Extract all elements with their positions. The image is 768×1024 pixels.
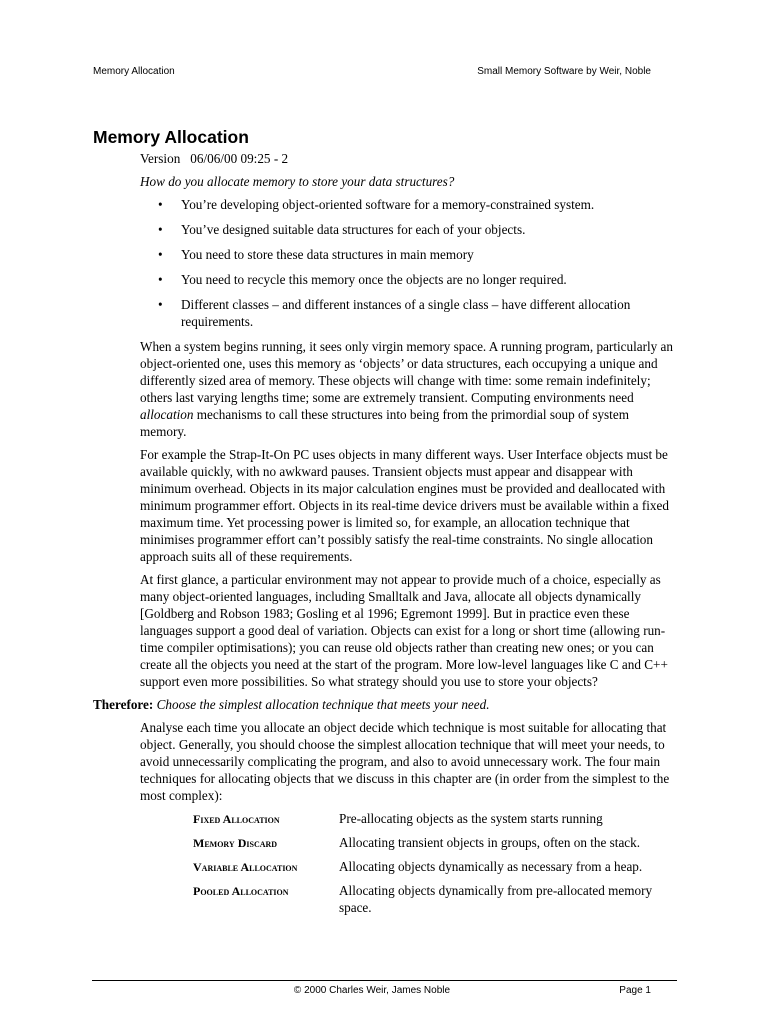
solution-text: Choose the simplest allocation technique that meets your need. — [156, 697, 490, 712]
paragraph-text: When a system begins running, it sees only virgin memory space. A running program, particularly an object-oriented one, uses this memory as ‘objects’ or data structures, each occupying a unique and differently sized area of memory. These objects will change with time: some remain indefinitely; others last varying lengths time; some are extremely transient. Computing environments need — [140, 339, 674, 405]
technique-name: Pooled Allocation — [193, 884, 289, 898]
problem-statement: How do you allocate memory to store your data structures? — [140, 174, 455, 189]
version-line — [140, 150, 675, 167]
page-title: Memory Allocation — [93, 127, 249, 147]
technique-name: Variable Allocation — [193, 860, 298, 874]
discussion-paragraph: At first glance, a particular environment may not appear to provide much of a choice, especially as many object-oriented languages, including Smalltalk and Java, allocate all objects dynamically [Goldberg and Robson 1983; Gosling et al 1996; Egremont 1999]. But in practice even these languages support a good deal of variation. Objects can exist for a long or short time (allowing run-time compiler optimisations); you can reuse old objects rather than creating new ones; or you can create all the objects you need at the start of the program. More low-level languages like C and C++ support even more possibilities. So what strategy should you use to store your objects? — [140, 572, 668, 689]
list-item — [140, 296, 675, 330]
context-paragraph — [140, 338, 675, 440]
example-paragraph: For example the Strap-It-On PC uses objects in many different ways. User Interface objects must be available quickly, with no awkward pauses. Transient objects must appear and disappear with minimum overhead. Objects in its major calculation engines must be provided and deallocated with minimum programmer effort. Objects in its real-time device drivers must be available within a fixed maximum time. Yet processing power is limited so, for example, an allocation technique that minimises programmer effort can’t possibly satisfy the real-time constraints. No single allocation approach suits all of these requirements. — [140, 447, 669, 564]
technique-description: Allocating transient objects in groups, often on the stack. — [339, 835, 641, 850]
header-book-title: Small Memory Software by Weir, Noble — [477, 66, 651, 77]
list-item — [140, 221, 675, 238]
forces-list — [140, 196, 675, 330]
list-item-text: You need to store these data structures in main memory — [181, 247, 474, 262]
table-row — [193, 882, 669, 922]
bullet-icon: • — [158, 247, 163, 262]
version-label: Version — [140, 151, 181, 166]
table-row — [193, 858, 669, 882]
list-item-text: Different classes – and different instances of a single class – have different allocation requirements. — [181, 297, 631, 329]
document-body — [93, 150, 675, 922]
therefore-statement — [93, 696, 675, 713]
technique-description: Allocating objects dynamically as necessary from a heap. — [339, 859, 643, 874]
footer-divider — [92, 980, 677, 981]
list-item-text: You’re developing object-oriented software for a memory-constrained system. — [181, 197, 595, 212]
technique-name: Memory Discard — [193, 836, 278, 850]
header-chapter-title: Memory Allocation — [93, 66, 175, 77]
list-item — [140, 271, 675, 288]
techniques-table — [193, 810, 669, 922]
therefore-label: Therefore: — [93, 697, 154, 712]
bullet-icon: • — [158, 272, 163, 287]
technique-description: Pre-allocating objects as the system starts running — [339, 811, 603, 826]
list-item-text: You’ve designed suitable data structures for each of your objects. — [181, 222, 526, 237]
technique-description: Allocating objects dynamically from pre-allocated memory space. — [339, 883, 653, 915]
paragraph-text: mechanisms to call these structures into being from the primordial soup of system memory. — [140, 407, 629, 439]
list-item-text: You need to recycle this memory once the objects are no longer required. — [181, 272, 567, 287]
list-item — [140, 246, 675, 263]
version-date: 06/06/00 09:25 - 2 — [190, 151, 289, 166]
table-row — [193, 810, 669, 834]
footer-copyright: © 2000 Charles Weir, James Noble — [293, 985, 451, 996]
page-footer — [93, 985, 651, 999]
emphasized-term: allocation — [140, 407, 194, 422]
table-row — [193, 834, 669, 858]
bullet-icon: • — [158, 297, 163, 312]
list-item — [140, 196, 675, 213]
bullet-icon: • — [158, 222, 163, 237]
page-number: Page 1 — [619, 985, 651, 996]
bullet-icon: • — [158, 197, 163, 212]
technique-name: Fixed Allocation — [193, 812, 280, 826]
solution-paragraph: Analyse each time you allocate an object decide which technique is most suitable for allocating that object. Generally, you should choose the simplest allocation technique that will meet your needs, to avoid unnecessarily complicating the program, and also to avoid unnecessary work. The four main techniques for allocating objects that we discuss in this chapter are (in order from the simplest to the most complex): — [140, 720, 670, 803]
